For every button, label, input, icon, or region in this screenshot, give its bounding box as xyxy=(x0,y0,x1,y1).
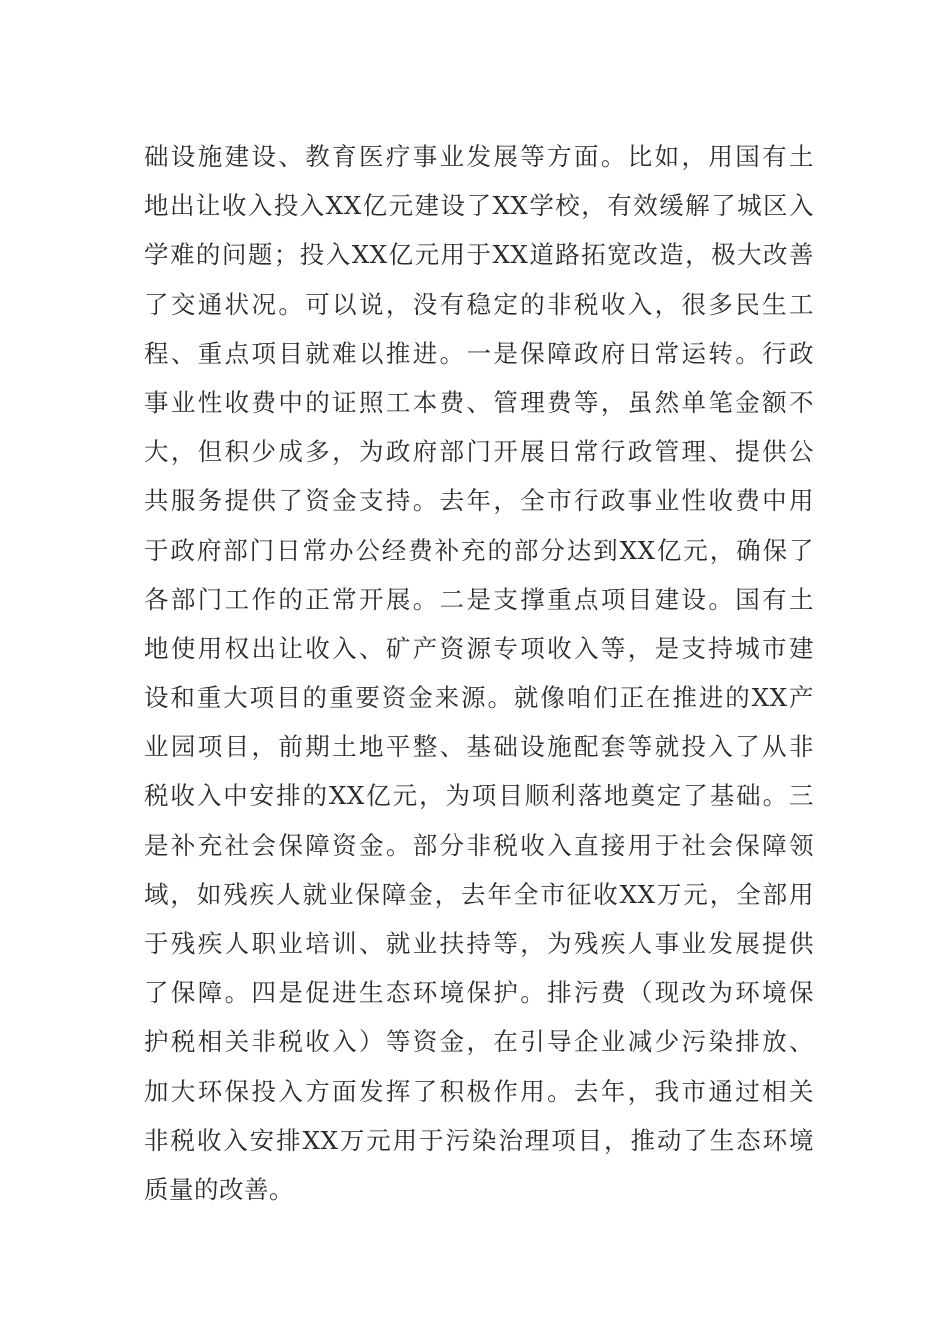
paragraph-line: 大，但积少成多，为政府部门开展日常行政管理、提供公 xyxy=(144,437,814,467)
paragraph-line: 地出让收入投入XX亿元建设了XX学校，有效缓解了城区入 xyxy=(144,191,814,221)
paragraph-line: 了交通状况。可以说，没有稳定的非税收入，很多民生工 xyxy=(144,289,814,319)
paragraph-line: 是补充社会保障资金。部分非税收入直接用于社会保障领 xyxy=(144,830,814,860)
paragraph-line: 程、重点项目就难以推进。一是保障政府日常运转。行政 xyxy=(144,338,814,368)
paragraph-line: 设和重大项目的重要资金来源。就像咱们正在推进的XX产 xyxy=(144,683,814,713)
paragraph-line: 非税收入安排XX万元用于污染治理项目，推动了生态环境 xyxy=(144,1125,814,1155)
paragraph-line: 各部门工作的正常开展。二是支撑重点项目建设。国有土 xyxy=(144,584,814,614)
paragraph-line: 了保障。四是促进生态环境保护。排污费（现改为环境保 xyxy=(144,978,814,1008)
paragraph-line: 加大环保投入方面发挥了积极作用。去年，我市通过相关 xyxy=(144,1076,814,1106)
paragraph-line: 地使用权出让收入、矿产资源专项收入等，是支持城市建 xyxy=(144,633,814,663)
paragraph-line: 于残疾人职业培训、就业扶持等，为残疾人事业发展提供 xyxy=(144,929,814,958)
paragraph-line: 域，如残疾人就业保障金，去年全市征收XX万元，全部用 xyxy=(144,879,814,909)
paragraph-line: 质量的改善。 xyxy=(144,1174,294,1204)
paragraph-line: 业园项目，前期土地平整、基础设施配套等就投入了从非 xyxy=(144,732,814,762)
paragraph-line: 础设施建设、教育医疗事业发展等方面。比如，用国有土 xyxy=(144,142,814,171)
paragraph-line: 税收入中安排的XX亿元，为项目顺利落地奠定了基础。三 xyxy=(144,781,814,811)
paragraph-line: 于政府部门日常办公经费补充的部分达到XX亿元，确保了 xyxy=(144,535,814,565)
paragraph-line: 事业性收费中的证照工本费、管理费等，虽然单笔金额不 xyxy=(144,387,814,417)
body-paragraph xyxy=(144,132,814,1214)
paragraph-line: 护税相关非税收入）等资金，在引导企业减少污染排放、 xyxy=(144,1027,814,1057)
paragraph-line: 共服务提供了资金支持。去年，全市行政事业性收费中用 xyxy=(144,486,814,516)
paragraph-line: 学难的问题；投入XX亿元用于XX道路拓宽改造，极大改善 xyxy=(144,240,814,270)
